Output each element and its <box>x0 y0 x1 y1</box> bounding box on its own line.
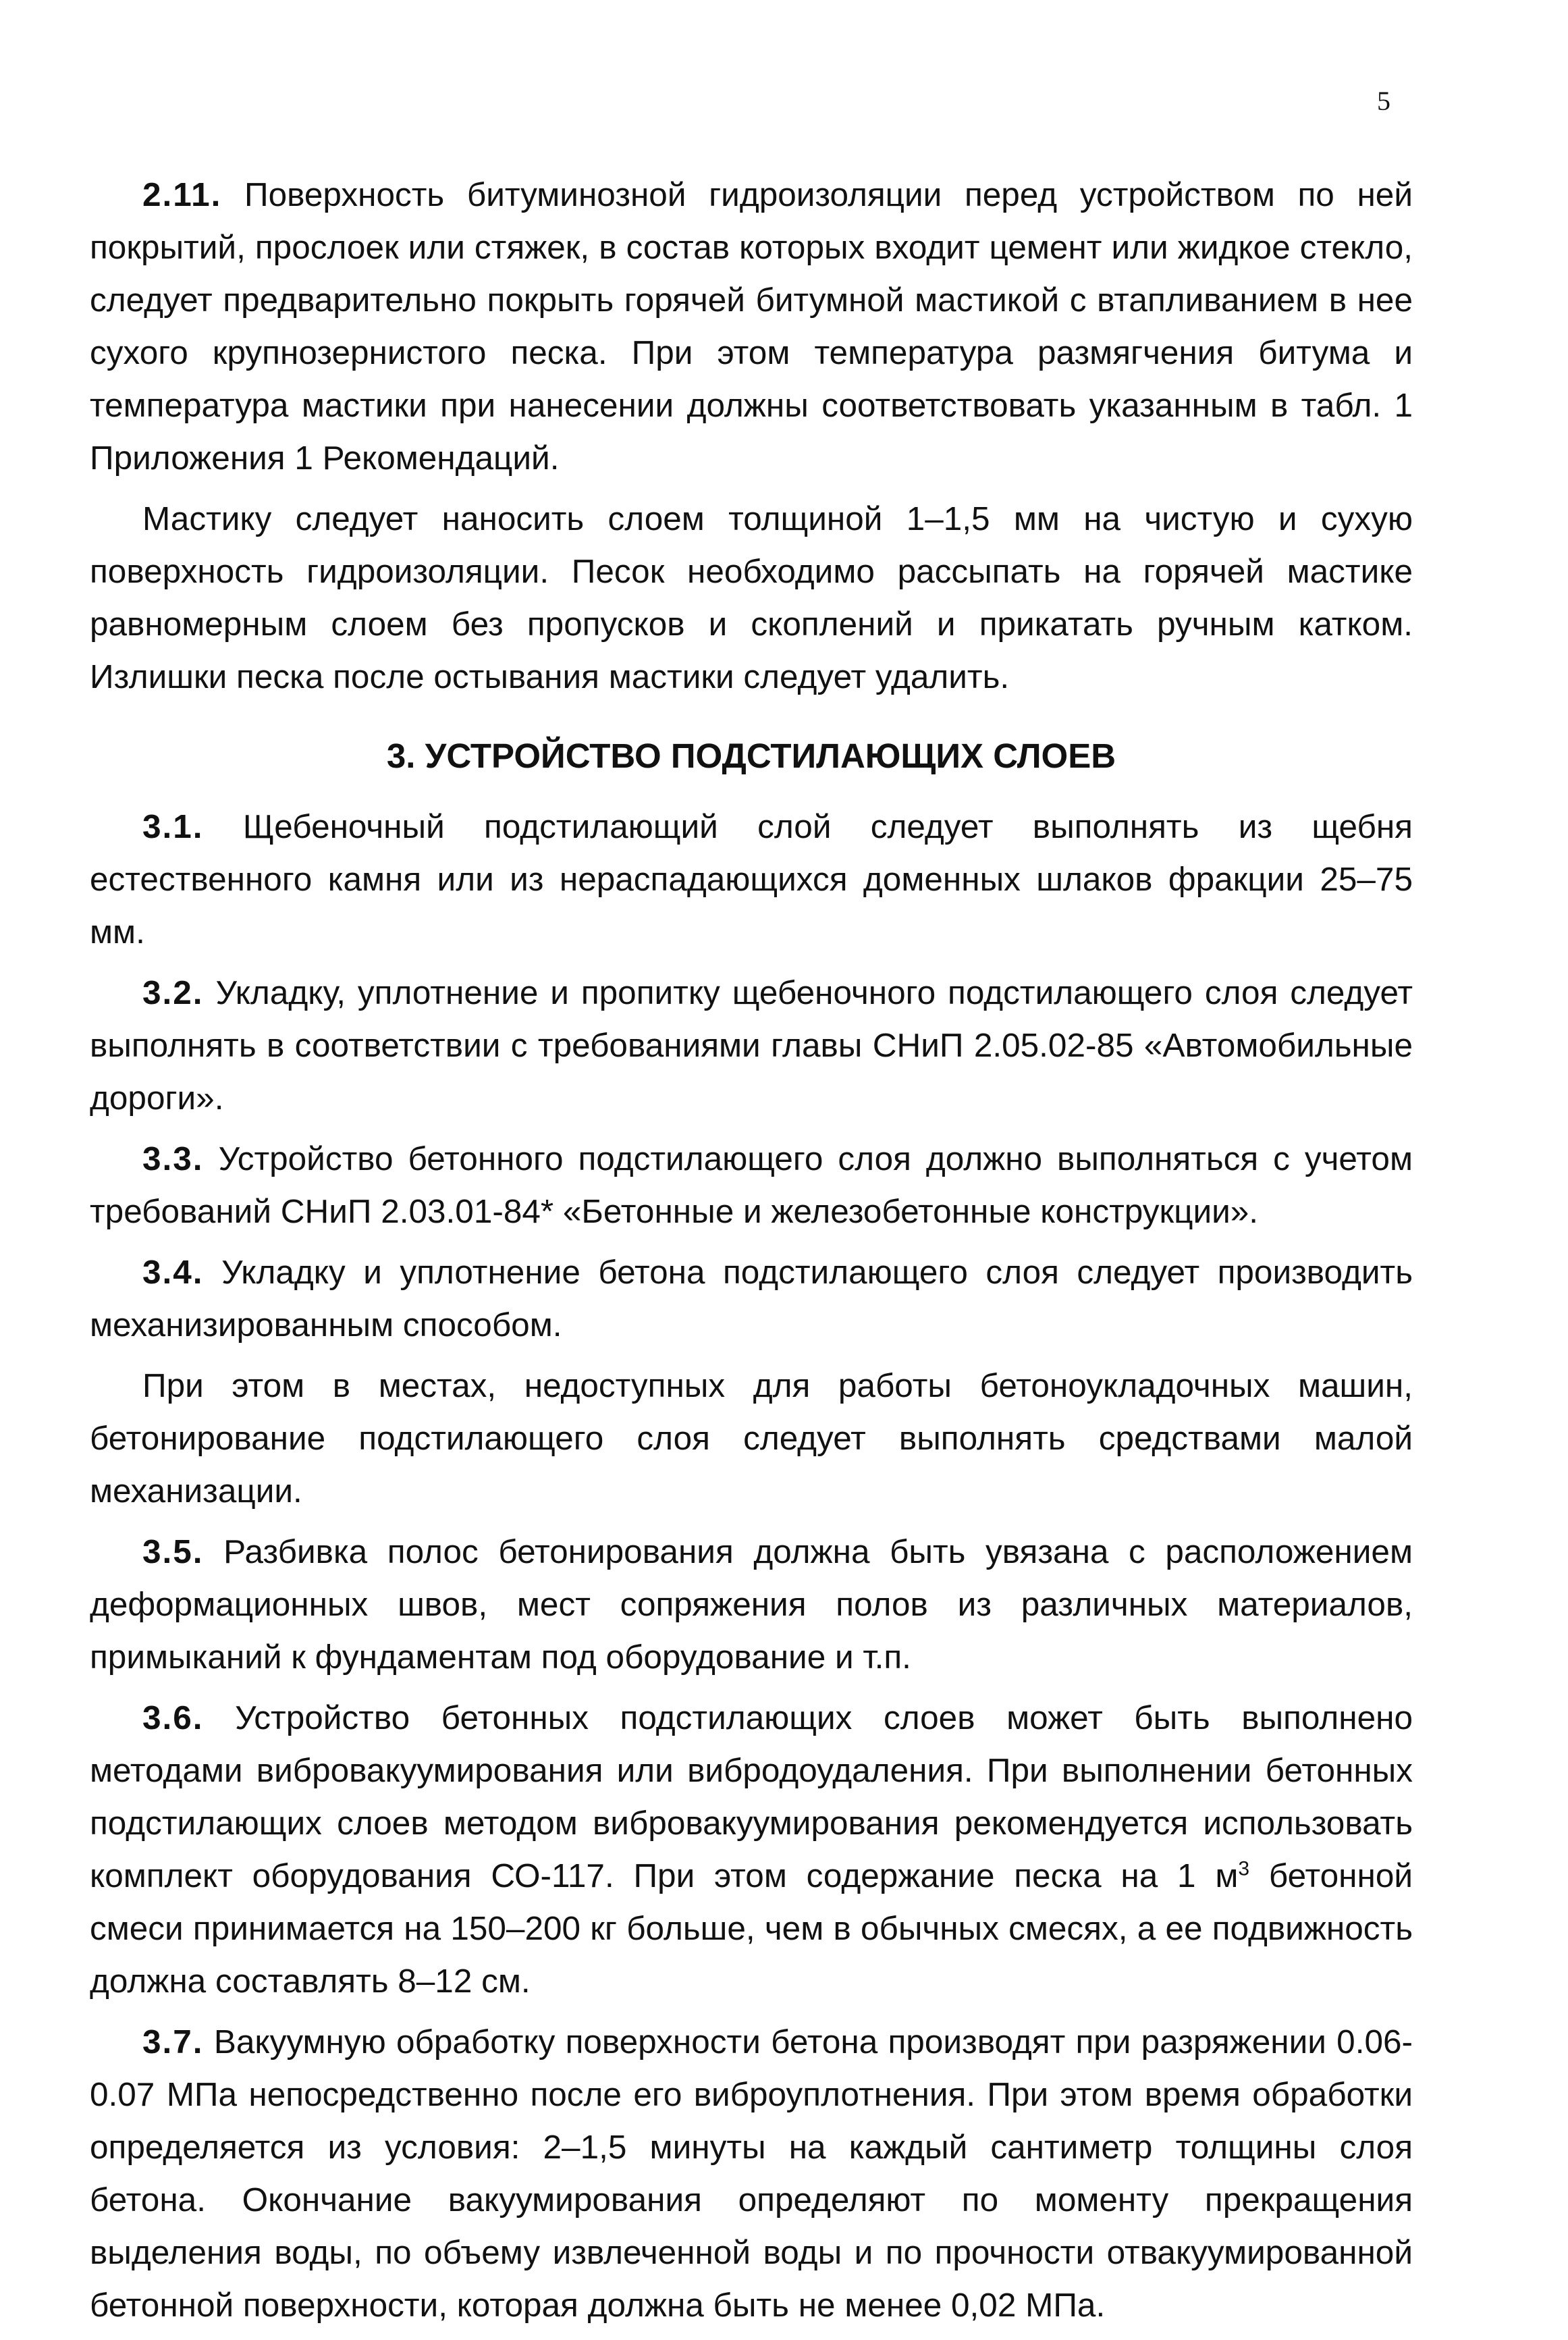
paragraph-number: 3.6. <box>142 1699 204 1736</box>
document-body <box>90 169 1413 2340</box>
paragraph-number: 3.3. <box>142 1140 204 1177</box>
paragraph-3-7 <box>90 2016 1413 2332</box>
paragraph-number: 3.4. <box>142 1254 204 1291</box>
paragraph-3-5 <box>90 1526 1413 1684</box>
paragraph-3-6 <box>90 1692 1413 2008</box>
section-heading: 3. УСТРОЙСТВО ПОДСТИЛАЮЩИХ СЛОЕВ <box>386 737 1116 775</box>
paragraph-text: Устройство бетонного подстилающего слоя должно выполняться с учетом требований СНиП 2.03.01-84* «Бетонные и железобетонные конструкции». <box>90 1140 1413 1230</box>
paragraph-text: Щебеночный подстилающий слой следует выполнять из щебня естественного камня или из нераспадающихся доменных шлаков фракции 25–75 мм. <box>90 808 1413 951</box>
paragraph-number: 3.2. <box>142 974 204 1011</box>
paragraph-text: Укладку и уплотнение бетона подстилающего слоя следует производить механизированным способом. <box>90 1254 1413 1344</box>
paragraph-text: Укладку, уплотнение и пропитку щебеночного подстилающего слоя следует выполнять в соответствии с требованиями главы СНиП 2.05.02-85 «Автомобильные дороги». <box>90 974 1413 1117</box>
paragraph-text: Поверхность битуминозной гидроизоляции перед устройством по ней покрытий, прослоек или стяжек, в состав которых входит цемент или жидкое стекло, следует предварительно покрыть горячей битумной мастикой с втапливанием в нее сухого крупнозернистого песка. При этом температура размягчения битума и температура мастики при нанесении должны соответствовать указанным в табл. 1 Приложения 1 Рекомендаций. <box>90 176 1413 477</box>
paragraph-2-11-continuation: Мастику следует наносить слоем толщиной 1–1,5 мм на чистую и сухую поверхность гидроизоляции. Песок необходимо рассыпать на горячей мастике равномерным слоем без пропусков и скоплений и прикатать ручным катком. Излишки песка после остывания мастики следует удалить. <box>90 500 1413 695</box>
paragraph-3-3 <box>90 1133 1413 1238</box>
paragraph-text-after: бетонной смеси принимается на 150–200 кг больше, чем в обычных смесях, а ее подвижность должна составлять 8–12 см. <box>90 1857 1413 2000</box>
paragraph-number: 3.1. <box>142 808 204 845</box>
superscript-exponent: 3 <box>1238 1857 1250 1880</box>
paragraph-3-4-continuation: При этом в местах, недоступных для работы бетоноукладочных машин, бетонирование подстилающего слоя следует выполнять средствами малой механизации. <box>90 1367 1413 1510</box>
page-number: 5 <box>1377 86 1390 116</box>
paragraph-3-2 <box>90 967 1413 1125</box>
paragraph-text: Устройство бетонных подстилающих слоев может быть выполнено методами вибровакуумирования или вибродоудаления. При выполнении бетонных подстилающих слоев методом вибровакуумирования рекомендуется использовать комплект оборудования СО-117. При этом содержание песка на 1 м <box>90 1699 1413 1894</box>
paragraph-3-4 <box>90 1246 1413 1352</box>
paragraph-text: Вакуумную обработку поверхности бетона производят при разряжении 0.06-0.07 МПа непосредственно после его виброуплотнения. При этом время обработки определяется из условия: 2–1,5 минуты на каждый сантиметр толщины слоя бетона. Окончание вакуумирования определяют по моменту прекращения выделения воды, по объему извлеченной воды и по прочности отвакуумированной бетонной поверхности, которая должна быть не менее 0,02 МПа. <box>90 2023 1413 2324</box>
paragraph-number: 3.5. <box>142 1533 204 1570</box>
paragraph-2-11 <box>90 169 1413 485</box>
paragraph-number: 2.11. <box>142 176 222 213</box>
paragraph-number: 3.7. <box>142 2023 204 2060</box>
paragraph-text: Разбивка полос бетонирования должна быть увязана с расположением деформационных швов, мест сопряжения полов из различных материалов, примыканий к фундаментам под оборудование и т.п. <box>90 1533 1413 1676</box>
paragraph-3-1 <box>90 801 1413 959</box>
